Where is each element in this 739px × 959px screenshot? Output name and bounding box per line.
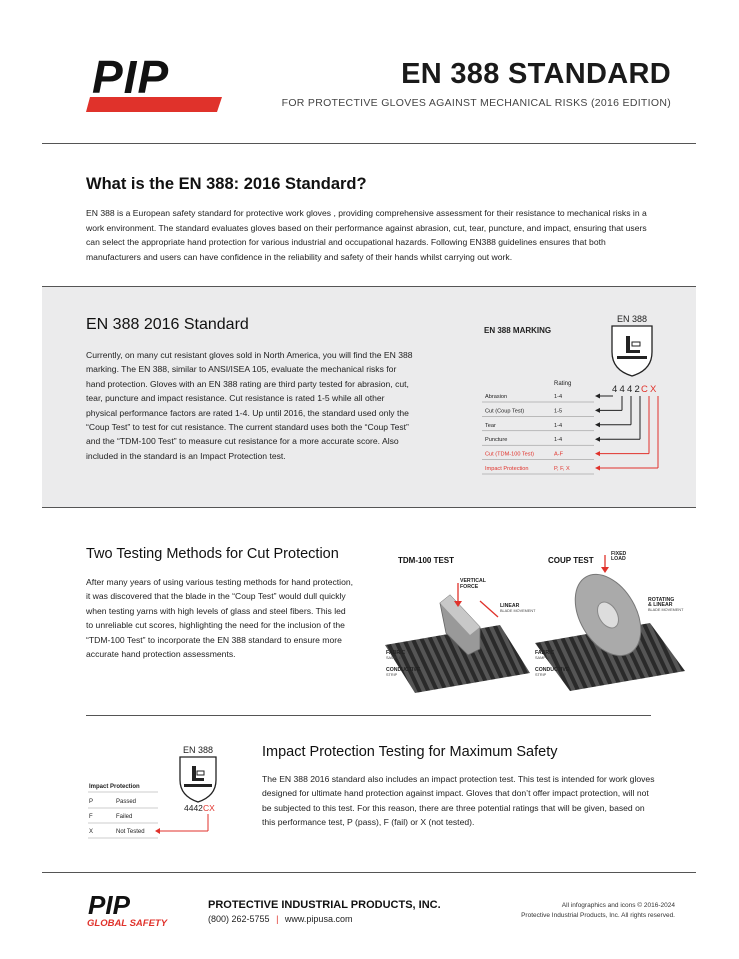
impact-shield-title: EN 388 [182, 745, 214, 755]
marking-row-rating: 1-4 [554, 422, 563, 429]
coup-fabric-label: FABRIC [535, 650, 555, 656]
impact-code-black: 4442 [184, 803, 203, 813]
website-link[interactable]: www.pipusa.com [284, 914, 353, 924]
marking-row-name: Abrasion [485, 394, 508, 400]
copyright-line-1: All infographics and icons © 2016-2024 [561, 902, 675, 909]
en388-marking-diagram [476, 312, 676, 482]
coup-conductive-label: CONDUCTIVE [535, 667, 570, 673]
company-name: PROTECTIVE INDUSTRIAL PRODUCTS, INC. [208, 899, 441, 911]
marking-arrow [595, 466, 600, 471]
impact-row-label: Not Tested [116, 829, 145, 835]
divider [42, 872, 696, 873]
marking-row-rating: 1-5 [554, 408, 563, 415]
tdm-title: TDM-100 TEST [398, 556, 455, 565]
tdm-force-label: FORCE [460, 584, 479, 590]
separator: | [276, 914, 279, 924]
footer-logo-sub: GLOBAL SAFETY [87, 918, 168, 929]
logo-text: PIP [92, 55, 170, 103]
divider [42, 286, 696, 287]
tdm-vertical-label: VERTICAL [460, 578, 486, 584]
impact-row-code: P [89, 799, 94, 805]
coup-fabric-sub: SAMPLE [535, 656, 551, 660]
marking-arrow [595, 408, 600, 413]
coup-linear-sub: BLADE MOVEMENT [648, 608, 684, 612]
marking-arrow [595, 394, 600, 399]
marking-row-name: Impact Protection [485, 466, 529, 472]
section-body-testing-methods: After many years of using various testing methods for hand protection, it was discovered that the blade in the “Coup Test” would dull quickly when testing yarns with high levels of glass and steel fibers. This led to unreliable cut scores, highlighting the need for the inclusion of the “TDM-100 Test” to incorporate the EN 388 standard to ensure more accurate hand protection assessments. [86, 577, 354, 660]
marking-row-name: Puncture [485, 437, 508, 444]
section-title-en388-2016: EN 388 2016 Standard [86, 316, 249, 333]
divider [42, 507, 696, 508]
impact-row-code: F [89, 814, 93, 820]
tdm-linear-sub: BLADE MOVEMENT [500, 609, 536, 613]
impact-row [88, 814, 158, 823]
pip-logo [86, 55, 226, 115]
tdm-fabric-sub: SAMPLE [386, 656, 402, 660]
page-title: EN 388 STANDARD [401, 58, 671, 90]
coup-conductive-sub: STRIP [535, 673, 547, 677]
marking-row-rating: P, F, X [554, 466, 570, 472]
marking-row-rating: 1-4 [554, 394, 563, 400]
tdm-linear-label: LINEAR [500, 603, 520, 609]
impact-row-code: X [89, 829, 94, 835]
coup-fixed-label: FIXED [611, 551, 627, 557]
marking-arrow [595, 451, 600, 456]
marking-row [482, 394, 613, 403]
section-body-impact: The EN 388 2016 standard also includes an impact protection test. This test is intended for work gloves designed for ultimate hand protection against impact. Gloves that don’t offer impact protection, will not be subjected to this test. For this reason, there are three potential ratings that will be given, based on this performance test, P (pass), F (fail) or X (not tested). [262, 774, 655, 828]
coup-title: COUP TEST [548, 556, 594, 565]
tdm-conductive-sub: STRIP [386, 673, 398, 677]
tdm-fabric-label: FABRIC [386, 650, 406, 656]
marking-row-name: Tear [485, 422, 496, 429]
impact-row-label: Failed [116, 814, 133, 820]
contact-line [208, 914, 352, 924]
section-body-en388-2016: Currently, on many cut resistant gloves sold in North America, you will find the EN 388 marking. The EN 388, similar to ANSI/ISEA 105, evaluate the mechanical risks for hand protection. Gloves with an EN 388 rating are third party tested for abrasion, cut, tear, puncture and impact resistance. Cut resistance is rated 1-5 while all other physical performance factors are rated 1-4. Up until 2016, the standard used only the “Coup Test” to test for cut resistance. The current standard uses both the “Coup Test” and the “TDM-100 Test” to measure cut resistance for a more accurate score. Also included in the standard is an Impact Protection test. [86, 350, 413, 461]
impact-marking-diagram [84, 740, 254, 850]
marking-row-rating: 1-4 [554, 437, 563, 444]
divider [42, 143, 696, 144]
impact-row-label: Passed [116, 799, 137, 805]
marking-row [482, 396, 649, 460]
copyright [475, 901, 675, 921]
section-title-what-is: What is the EN 388: 2016 Standard? [86, 175, 367, 193]
section-title-impact: Impact Protection Testing for Maximum Safety [262, 744, 558, 760]
marking-code-red: CX [641, 384, 659, 395]
marking-shield-title: EN 388 [616, 314, 648, 324]
coup-load-label: LOAD [611, 556, 626, 562]
marking-row-name: Cut (TDM-100 Test) [485, 451, 535, 458]
marking-arrow [595, 422, 600, 427]
footer-logo-text: PIP [88, 890, 130, 920]
impact-table-title: Impact Protection [89, 784, 140, 790]
marking-code-black: 4442 [612, 384, 642, 395]
page-subtitle: FOR PROTECTIVE GLOVES AGAINST MECHANICAL RISKS (2016 EDITION) [281, 97, 671, 109]
tdm-conductive-label: CONDUCTIVE [386, 667, 421, 673]
rating-header: Rating [554, 381, 572, 387]
impact-row [88, 799, 158, 808]
divider [86, 715, 651, 716]
phone: (800) 262-5755 [208, 914, 270, 924]
coup-linear-label: & LINEAR [648, 602, 673, 608]
marking-arrow [595, 437, 600, 442]
marking-row [482, 396, 640, 445]
pip-global-safety-logo [86, 890, 196, 930]
section-body-what-is: EN 388 is a European safety standard for protective work gloves , providing comprehensive assessment for their resistance to mechanical risks in a work environment. The standard evaluates gloves based on their performance against abrasion, cut, tear, puncture, and impact, ensuring that users can select the appropriate hand protection for various industrial and occupational hazards. Following EN388 guidelines ensures that both manufacturers and users can have confidence in the reliability and safety of their hands whilst carrying out work. [86, 208, 647, 262]
marking-row-rating: A-F [554, 451, 564, 458]
copyright-line-2: Protective Industrial Products, Inc. All rights reserved. [521, 912, 675, 919]
marking-row-name: Cut (Coup Test) [485, 408, 525, 415]
impact-code-red: CX [203, 803, 215, 813]
impact-row [88, 829, 158, 838]
coup-rotating-label: ROTATING [648, 597, 675, 603]
marking-label: EN 388 MARKING [484, 326, 552, 335]
test-illustrations [380, 545, 700, 695]
section-title-testing-methods: Two Testing Methods for Cut Protection [86, 546, 339, 562]
